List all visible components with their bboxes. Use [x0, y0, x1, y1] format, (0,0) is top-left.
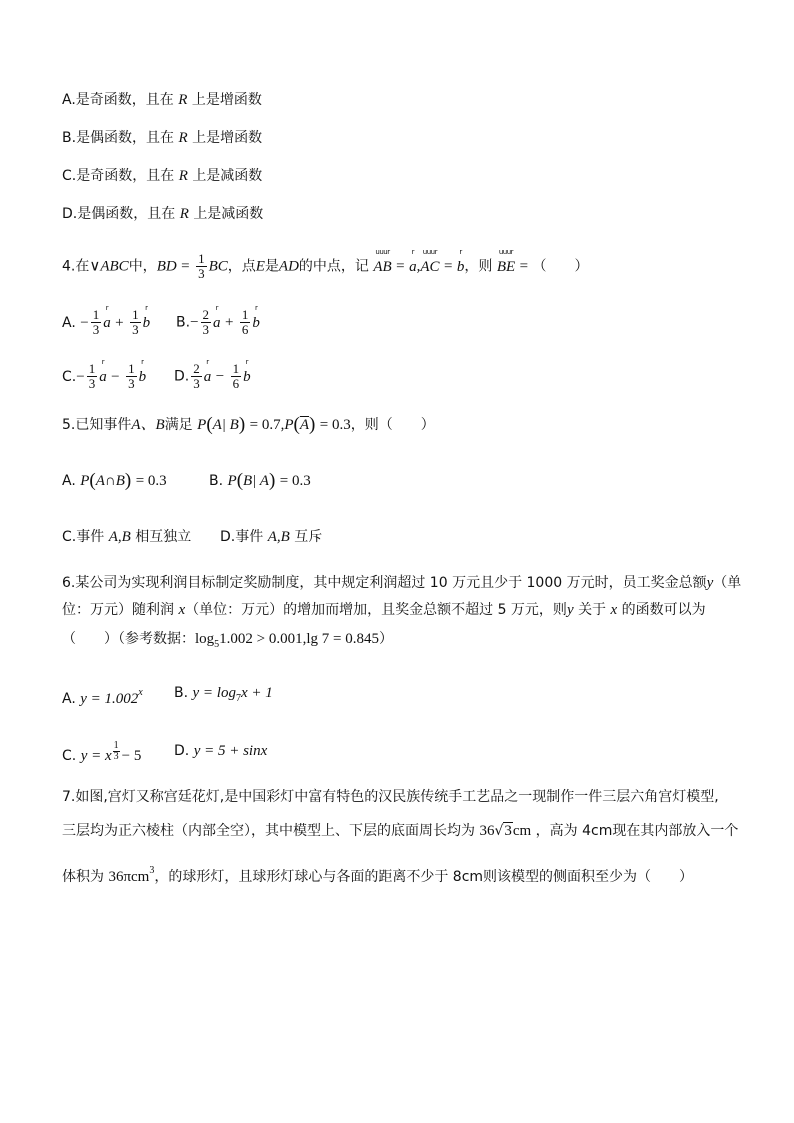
vector-a — [409, 247, 417, 277]
numerator: 1 — [88, 361, 96, 376]
q6-stem-line-1 — [62, 573, 741, 593]
math-var: AD — [278, 258, 299, 275]
math-var: BD — [156, 258, 177, 275]
prob-fn: P — [197, 417, 207, 433]
q4-option-b — [176, 303, 260, 337]
stem-text: 的中点，记 — [298, 258, 369, 275]
equals-sign: = — [443, 258, 453, 275]
option-text: 上是增函数 — [192, 130, 263, 146]
option-text: 相互独立 — [135, 529, 192, 545]
numerator: 2 — [193, 361, 200, 376]
q5-option-c — [62, 529, 191, 545]
equals-sign: = — [519, 258, 529, 275]
prob-arg: A∩B — [95, 473, 125, 489]
paren: ) — [124, 470, 132, 491]
paren: ( — [293, 414, 300, 435]
math-var: A、B — [131, 417, 165, 433]
vector-mark: r — [101, 357, 105, 366]
option-label: D. — [174, 743, 190, 759]
vector-mark: r — [206, 357, 209, 366]
paren: ) — [309, 414, 316, 435]
option-label: D.事件 — [220, 529, 264, 545]
denominator: 3 — [202, 322, 210, 337]
answer-blank: （ ） — [532, 258, 589, 275]
q6-option-d — [174, 741, 267, 761]
vector-b — [456, 247, 465, 277]
vector-ac — [420, 247, 440, 277]
option-label: D. — [174, 368, 190, 385]
operator: + — [224, 314, 234, 331]
log-fn: log — [195, 631, 215, 647]
math-var: y — [566, 602, 574, 618]
option-label: A. — [62, 691, 76, 707]
q5-option-a — [62, 470, 167, 491]
vector-mark: r — [411, 247, 414, 256]
denominator: 3 — [132, 322, 139, 337]
vector-b — [243, 357, 251, 387]
math-var: R — [178, 168, 188, 184]
q4-options-row-1 — [62, 303, 260, 337]
q3-option-d — [62, 204, 263, 224]
denominator: 3 — [113, 751, 119, 762]
fraction — [201, 308, 212, 337]
math-var: a — [99, 368, 107, 385]
fraction — [231, 362, 242, 391]
prob-value: = 0.3 — [279, 473, 311, 489]
vector-mark: r — [254, 303, 258, 312]
fraction — [91, 308, 102, 337]
paren: ) — [268, 470, 276, 491]
math-expr: x + 1 — [240, 685, 273, 701]
exponent: x — [138, 687, 143, 698]
numerator: 1 — [232, 361, 240, 376]
comma: , — [416, 258, 421, 275]
q4-option-a — [62, 303, 151, 337]
option-text: 是偶函数，且在 — [77, 206, 176, 222]
stem-text: 的函数可以为 — [621, 602, 706, 618]
stem-text: ） — [379, 631, 394, 647]
q3-option-a — [62, 90, 262, 110]
option-label: B. — [176, 314, 191, 331]
operator: − — [215, 368, 225, 385]
vector-mark: r — [215, 303, 218, 312]
stem-text: 中， — [128, 258, 157, 275]
fraction — [196, 252, 207, 281]
math-expr: − 5 — [121, 748, 142, 764]
sign: − — [80, 314, 89, 331]
paren: ( — [89, 470, 96, 491]
volume-value: 36πcm — [108, 869, 150, 885]
q7-stem-line-3 — [62, 861, 694, 885]
log-base: 5 — [214, 639, 220, 650]
stem-text: 体积为 — [62, 869, 104, 885]
paren: ( — [206, 414, 213, 435]
vector-a — [103, 303, 111, 333]
exponent: 3 — [149, 865, 155, 876]
math-expr: y = log — [192, 685, 236, 701]
fraction — [126, 362, 137, 391]
numerator: 1 — [113, 740, 119, 751]
fractional-exponent — [113, 741, 120, 762]
prob-arg: B| A — [243, 473, 269, 489]
math-var: BC — [208, 258, 228, 275]
option-label: B. — [62, 130, 77, 146]
stem-text: （单位：万元）的增加而增加，且奖金总额不超过 5 万元，则 — [185, 602, 567, 618]
q4-option-d — [174, 357, 251, 391]
math-var: BE — [496, 258, 516, 275]
q6-stem-line-2 — [62, 600, 706, 620]
prob-arg: A| B — [212, 417, 239, 433]
paren: ( — [236, 470, 244, 491]
math-var: R — [178, 130, 188, 146]
math-var: E — [255, 258, 265, 275]
option-text: 上是减函数 — [192, 168, 263, 184]
denominator: 3 — [88, 376, 96, 391]
q5-stem — [62, 415, 435, 435]
math-var: b — [252, 314, 260, 331]
stem-text: ，则（ ） — [350, 417, 435, 433]
triangle-symbol: ∨ — [89, 258, 101, 275]
vector-b — [252, 303, 260, 333]
prob-arg-complement: $\overline{A}$ — [299, 417, 310, 433]
option-label: C.事件 — [62, 529, 105, 545]
math-var: ABC — [100, 258, 129, 275]
numerator: 1 — [128, 361, 135, 376]
paren: ) — [238, 414, 246, 435]
fraction — [191, 362, 202, 391]
option-label: A. — [62, 314, 76, 331]
q5-option-b — [209, 471, 311, 491]
stem-text: 位：万元）随利润 — [62, 602, 174, 618]
math-var: b — [243, 368, 251, 385]
vector-b — [138, 357, 147, 387]
prob-fn: P — [80, 473, 90, 489]
math-var: AC — [420, 258, 440, 275]
option-label: A. — [62, 92, 76, 108]
q4-options-row-2 — [62, 357, 251, 391]
q5-options-row-1 — [62, 470, 311, 491]
radicand: 3 — [504, 823, 512, 839]
equals-sign: = — [396, 258, 405, 275]
stem-text: 7.如图,宫灯又称宫廷花灯,是中国彩灯中富有特色的汉民族传统手工艺品之一现制作一件三层六角宫灯模型, — [62, 789, 719, 805]
math-var: b — [138, 368, 147, 385]
math-var: a — [409, 258, 417, 275]
vector-mark: uuur — [498, 247, 514, 256]
stem-text: 三层均为正六棱柱（内部全空），其中模型上、下层的底面周长均为 — [62, 823, 475, 839]
stem-text: （ ）（参考数据： — [62, 631, 195, 647]
stem-text: ，高为 4cm现在其内部放入一个 — [535, 823, 739, 839]
sign: − — [76, 368, 85, 385]
math-var: a — [203, 368, 212, 385]
vector-a — [203, 357, 212, 387]
vector-a — [213, 303, 221, 333]
vector-mark: r — [145, 303, 148, 312]
numerator: 1 — [132, 307, 139, 322]
log-base: 7 — [235, 693, 241, 704]
radical-sign: √ — [494, 823, 504, 839]
q6-stem-line-3 — [62, 629, 393, 649]
reference-data: 1.002 > 0.001,lg 7 = 0.845 — [219, 631, 380, 647]
math-var: y — [706, 575, 714, 591]
prob-value: = 0.3 — [135, 473, 167, 489]
stem-text: 满足 — [164, 417, 193, 433]
q7-stem-line-1 — [62, 787, 719, 807]
math-expr: y = 5 + sinx — [193, 743, 268, 759]
stem-text: 是 — [264, 258, 279, 275]
numerator: 1 — [198, 251, 205, 266]
prob-fn: P — [227, 473, 237, 489]
vector-b — [142, 303, 151, 333]
prob-value: = 0.7, — [249, 417, 285, 433]
vector-be — [496, 247, 516, 277]
vector-mark: r — [459, 247, 462, 256]
vector-mark: r — [105, 303, 109, 312]
q6-options-row-1 — [62, 683, 273, 707]
option-text: 是偶函数，且在 — [76, 130, 175, 146]
denominator: 3 — [128, 376, 135, 391]
fraction — [130, 308, 141, 337]
q6-option-a — [62, 687, 143, 707]
math-expr: y = x — [80, 748, 112, 764]
q5-option-d — [220, 527, 322, 547]
option-text: 互斥 — [294, 529, 323, 545]
option-label: B. — [209, 473, 224, 489]
equals-sign: = — [181, 258, 190, 275]
math-var: R — [179, 206, 189, 222]
option-text: 是奇函数，且在 — [75, 92, 174, 108]
vector-mark: uuur — [422, 247, 437, 256]
denominator: 6 — [241, 322, 249, 337]
math-expr: y = 1.002 — [80, 691, 139, 707]
question-number: 5.已知事件 — [62, 417, 132, 433]
stem-text: 6.某公司为实现利润目标制定奖励制度，其中规定利润超过 10 万元且少于 1000 万元时，员工奖金总额 — [62, 575, 707, 591]
fraction — [87, 362, 98, 391]
stem-text: ，则 — [464, 258, 493, 275]
stem-text: 关于 — [578, 602, 607, 618]
vector-mark: uuur — [375, 247, 390, 256]
option-label: A. — [62, 473, 76, 489]
denominator: 3 — [198, 266, 205, 281]
math-var: b — [456, 258, 465, 275]
fraction — [240, 308, 251, 337]
math-var: R — [178, 92, 188, 108]
sign: − — [190, 314, 199, 331]
q3-option-b — [62, 128, 262, 148]
numerator: 2 — [202, 307, 210, 322]
numerator: 1 — [92, 307, 100, 322]
math-var: a — [213, 314, 221, 331]
option-text: 上是减函数 — [193, 206, 264, 222]
denominator: 3 — [193, 376, 200, 391]
stem-text: （单 — [713, 575, 742, 591]
denominator: 3 — [92, 322, 100, 337]
option-text: 上是增函数 — [191, 92, 262, 108]
option-label: D. — [62, 206, 78, 222]
option-label: C. — [62, 368, 77, 385]
option-label: C. — [62, 168, 77, 184]
question-number: 4.在 — [62, 258, 90, 275]
math-var: a — [103, 314, 111, 331]
math-var: A,B — [108, 529, 131, 545]
math-var: A,B — [267, 529, 290, 545]
vector-mark: r — [141, 357, 144, 366]
numerator: 1 — [241, 307, 249, 322]
option-label: B. — [174, 685, 189, 701]
unit: cm — [512, 823, 532, 839]
q4-option-c — [62, 357, 147, 391]
q5-options-row-2 — [62, 527, 323, 547]
prob-value: = 0.3 — [319, 417, 351, 433]
stem-text: ，点 — [227, 258, 256, 275]
denominator: 6 — [232, 376, 240, 391]
coefficient: 36 — [479, 823, 495, 839]
operator: − — [111, 368, 120, 385]
operator: + — [115, 314, 124, 331]
vector-ab — [373, 247, 392, 277]
q7-stem-line-2 — [62, 821, 738, 841]
option-label: C. — [62, 748, 77, 764]
math-var: x — [610, 602, 618, 618]
vector-mark: r — [245, 357, 249, 366]
q6-option-b — [174, 683, 273, 709]
stem-text: ，的球形灯，且球形灯球心与各面的距离不少于 8cm则该模型的侧面积至少为（ ） — [154, 869, 694, 885]
q4-stem — [62, 247, 589, 281]
prob-fn: P — [284, 417, 294, 433]
option-text: 是奇函数，且在 — [76, 168, 175, 184]
math-var: AB — [373, 258, 392, 275]
q3-option-c — [62, 166, 262, 186]
math-var: x — [178, 602, 186, 618]
math-var: b — [142, 314, 151, 331]
vector-a — [99, 357, 107, 387]
q6-option-c — [62, 740, 142, 764]
q6-options-row-2 — [62, 740, 268, 764]
